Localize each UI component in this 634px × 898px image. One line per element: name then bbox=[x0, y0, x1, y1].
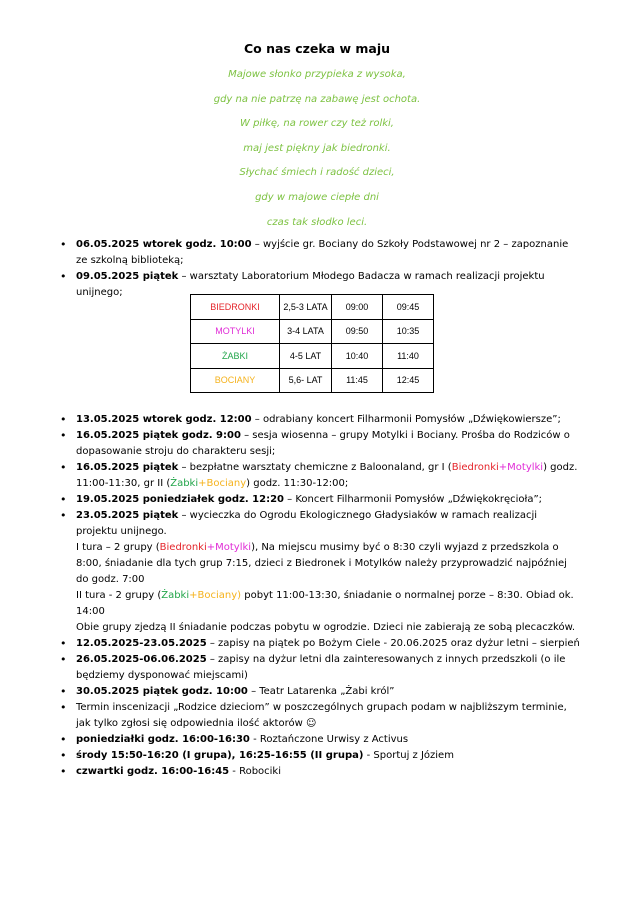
event-date: 06.05.2025 wtorek godz. 10:00 bbox=[76, 239, 252, 250]
event-date: środy 15:50-16:20 (I grupa), 16:25-16:55 (II grupa) bbox=[76, 750, 364, 761]
event-date: 19.05.2025 poniedziałek godz. 12:20 bbox=[76, 494, 284, 505]
event-text: – odrabiany koncert Filharmonii Pomysłów „Dźwiękowiersze”; bbox=[251, 414, 561, 425]
list-item bbox=[60, 428, 580, 460]
plus-sign: + bbox=[498, 462, 508, 473]
group-name-bociany: Bociany bbox=[206, 478, 247, 489]
poem-line: W piłkę, na rower czy też rolki, bbox=[240, 118, 394, 130]
trip-second-round bbox=[76, 588, 580, 620]
list-item bbox=[60, 652, 580, 684]
group-cell: BIEDRONKI bbox=[191, 295, 280, 320]
list-item bbox=[60, 700, 580, 732]
list-item bbox=[60, 684, 580, 700]
event-text: – bezpłatne warsztaty chemiczne z Baloonaland, gr I ( bbox=[178, 462, 452, 473]
event-text: - Robociki bbox=[229, 766, 282, 777]
list-item bbox=[60, 492, 580, 508]
group-name-motylki: Motylki bbox=[507, 462, 544, 473]
list-item bbox=[60, 764, 580, 780]
event-text: - Sportuj z Józiem bbox=[363, 750, 454, 761]
trip-text: ), Na miejscu musimy być o 8:30 czyli wyjazd z przedszkola o 8:00, śniadanie dla tych grup 7:15, dzieci z Biedronek i Motylków należy przyprowadzić najpóźniej do godz. 7:00 bbox=[76, 542, 567, 585]
event-date: 26.05.2025-06.06.2025 bbox=[76, 654, 207, 665]
table-row bbox=[191, 344, 434, 369]
poem-line: gdy w majowe ciepłe dni bbox=[255, 191, 379, 203]
group-cell: BOCIANY bbox=[191, 368, 280, 393]
group-name-zabki: Żabki bbox=[161, 590, 190, 601]
event-text: – Teatr Latarenka „Żabi król” bbox=[247, 686, 395, 697]
poem-line: gdy na nie patrzę na zabawę jest ochota. bbox=[213, 93, 421, 105]
event-text: Termin inscenizacji „Rodzice dzieciom” w poszczególnych grupach podam w najbliższym terminie, jak tylko zgłosi się odpowiednia ilość aktorów ☺ bbox=[76, 702, 567, 729]
trip-text: I tura – 2 grupy ( bbox=[76, 542, 160, 553]
event-text: – sesja wiosenna – grupy Motylki i Bociany. Prośba do Rodziców o dopasowanie stroju do charakteru sesji; bbox=[76, 430, 570, 457]
poem-line: maj jest piękny jak biedronki. bbox=[243, 142, 391, 154]
event-text: – wyjście gr. Bociany do Szkoły Podstawowej nr 2 – zapoznanie ze szkolną biblioteką; bbox=[76, 239, 569, 266]
start-cell: 09:50 bbox=[332, 319, 383, 344]
event-text: – zapisy na piątek po Bożym Ciele - 20.06.2025 oraz dyżur letni – sierpień bbox=[206, 638, 580, 649]
start-cell: 09:00 bbox=[332, 295, 383, 320]
table-row bbox=[191, 368, 434, 393]
start-cell: 11:45 bbox=[332, 368, 383, 393]
end-cell: 12:45 bbox=[383, 368, 434, 393]
event-text: – Koncert Filharmonii Pomysłów „Dźwiękokręcioła”; bbox=[284, 494, 543, 505]
plus-sign: + bbox=[189, 590, 198, 601]
page-title: Co nas czeka w maju bbox=[243, 41, 391, 56]
event-text: – wycieczka do Ogrodu Ekologicznego Gładysiaków w ramach realizacji projektu unijnego. bbox=[76, 510, 538, 537]
group-name-zabki: Żabki bbox=[170, 478, 199, 489]
event-text: ) godz. 11:30-12:00; bbox=[246, 478, 349, 489]
group-name-motylki: Motylki bbox=[215, 542, 252, 553]
event-date: poniedziałki godz. 16:00-16:30 bbox=[76, 734, 250, 745]
poem bbox=[0, 68, 634, 240]
event-text: – zapisy na dyżur letni dla zainteresowanych z innych przedszkoli (o ile będziemy dysponować miejscami) bbox=[76, 654, 566, 681]
workshop-schedule-table bbox=[190, 294, 434, 393]
list-item bbox=[60, 237, 580, 269]
event-date: 30.05.2025 piątek godz. 10:00 bbox=[76, 686, 248, 697]
event-date: czwartki godz. 16:00-16:45 bbox=[76, 766, 230, 777]
trip-first-round bbox=[76, 540, 580, 588]
trip-note: Obie grupy zjedzą II śniadanie podczas pobytu w ogrodzie. Dzieci nie zabierają ze sobą plecaczków. bbox=[76, 622, 576, 633]
plus-sign: + bbox=[198, 478, 207, 489]
list-item bbox=[60, 636, 580, 652]
event-text: ) godz. 11:00-11:30, gr II ( bbox=[76, 462, 578, 489]
list-item bbox=[60, 732, 580, 748]
age-cell: 3-4 LATA bbox=[280, 319, 332, 344]
age-cell: 2,5-3 LATA bbox=[280, 295, 332, 320]
trip-text: pobyt 11:00-13:30, śniadanie o normalnej porze – 8:30. Obiad ok. 14:00 bbox=[76, 590, 574, 617]
event-text: - Roztańczone Urwisy z Activus bbox=[249, 734, 409, 745]
end-cell: 10:35 bbox=[383, 319, 434, 344]
list-item bbox=[60, 508, 580, 636]
event-date: 16.05.2025 piątek godz. 9:00 bbox=[76, 430, 241, 441]
group-name-bociany: Bociany) bbox=[197, 590, 242, 601]
plus-sign: + bbox=[206, 542, 216, 553]
event-date: 13.05.2025 wtorek godz. 12:00 bbox=[76, 414, 252, 425]
group-cell: ŻABKI bbox=[191, 344, 280, 369]
end-cell: 11:40 bbox=[383, 344, 434, 369]
group-cell: MOTYLKI bbox=[191, 319, 280, 344]
poem-line: czas tak słodko leci. bbox=[266, 216, 368, 228]
list-item bbox=[60, 748, 580, 764]
group-name-biedronki: Biedronki bbox=[451, 462, 499, 473]
list-item bbox=[60, 412, 580, 428]
age-cell: 4-5 LAT bbox=[280, 344, 332, 369]
trip-text: II tura - 2 grupy ( bbox=[76, 590, 162, 601]
end-cell: 09:45 bbox=[383, 295, 434, 320]
list-item bbox=[60, 460, 580, 492]
event-list-main bbox=[60, 412, 580, 780]
start-cell: 10:40 bbox=[332, 344, 383, 369]
event-list-top bbox=[60, 237, 580, 301]
event-text: – warsztaty Laboratorium Młodego Badacza w ramach realizacji projektu unijnego; bbox=[76, 271, 545, 298]
event-date: 12.05.2025-23.05.2025 bbox=[76, 638, 207, 649]
age-cell: 5,6- LAT bbox=[280, 368, 332, 393]
event-date: 09.05.2025 piątek bbox=[76, 271, 179, 282]
poem-line: Majowe słonko przypieka z wysoka, bbox=[228, 69, 406, 80]
event-date: 23.05.2025 piątek bbox=[76, 510, 179, 521]
group-name-biedronki: Biedronki bbox=[159, 542, 207, 553]
table-row bbox=[191, 295, 434, 320]
table-row bbox=[191, 319, 434, 344]
event-date: 16.05.2025 piątek bbox=[76, 462, 179, 473]
poem-line: Słychać śmiech i radość dzieci, bbox=[239, 167, 395, 179]
